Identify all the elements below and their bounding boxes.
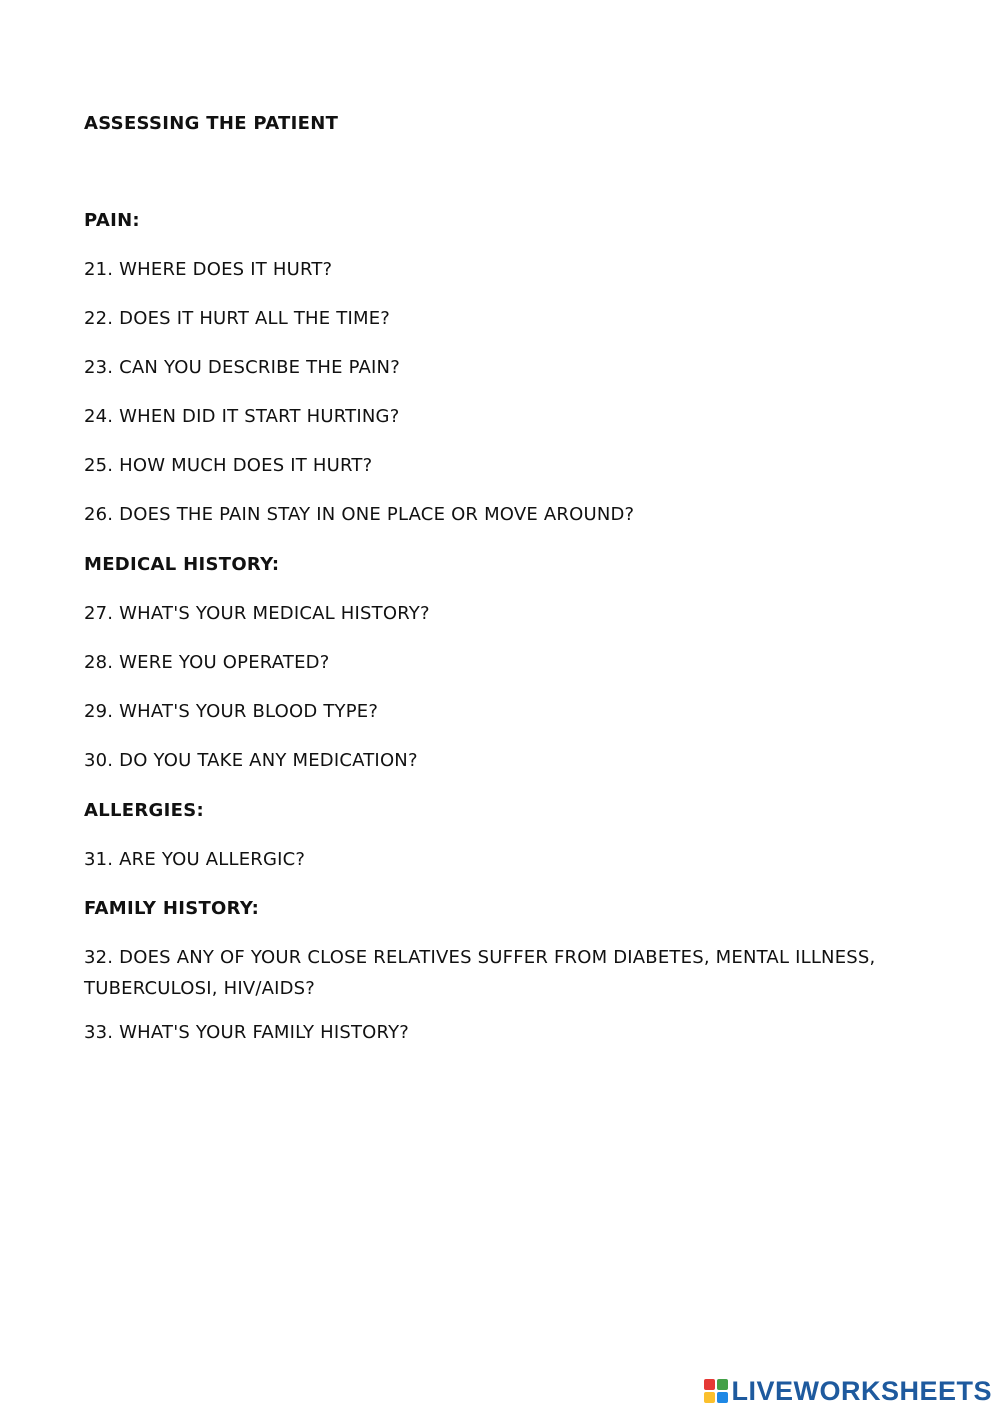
question-32: 32. DOES ANY OF YOUR CLOSE RELATIVES SUFFER FROM DIABETES, MENTAL ILLNESS, TUBERCULOSI, HIV/AIDS? [84, 947, 876, 999]
logo-square-yellow [704, 1392, 715, 1403]
logo-square-green [717, 1379, 728, 1390]
section-family-history [84, 898, 914, 1071]
liveworksheets-logo [704, 1375, 992, 1407]
section-heading-medical-history: MEDICAL HISTORY: [84, 554, 280, 575]
question-21: 21. WHERE DOES IT HURT? [84, 259, 333, 280]
question-33: 33. WHAT'S YOUR FAMILY HISTORY? [84, 1022, 410, 1043]
question-25: 25. HOW MUCH DOES IT HURT? [84, 455, 373, 476]
question-26: 26. DOES THE PAIN STAY IN ONE PLACE OR MOVE AROUND? [84, 504, 635, 525]
question-24: 24. WHEN DID IT START HURTING? [84, 406, 400, 427]
question-31: 31. ARE YOU ALLERGIC? [84, 849, 306, 870]
section-allergies [84, 800, 914, 898]
logo-square-blue [717, 1392, 728, 1403]
section-heading-pain: PAIN: [84, 210, 140, 231]
question-27: 27. WHAT'S YOUR MEDICAL HISTORY? [84, 603, 430, 624]
question-23: 23. CAN YOU DESCRIBE THE PAIN? [84, 357, 400, 378]
section-pain [84, 210, 914, 553]
section-heading-allergies: ALLERGIES: [84, 800, 204, 821]
logo-square-red [704, 1379, 715, 1390]
page-title: ASSESSING THE PATIENT [84, 113, 339, 134]
liveworksheets-logo-icon [704, 1379, 728, 1403]
section-medical-history [84, 554, 914, 799]
question-29: 29. WHAT'S YOUR BLOOD TYPE? [84, 701, 379, 722]
logo-text: LIVEWORKSHEETS [731, 1375, 992, 1406]
question-22: 22. DOES IT HURT ALL THE TIME? [84, 308, 391, 329]
section-heading-family-history: FAMILY HISTORY: [84, 898, 260, 919]
question-30: 30. DO YOU TAKE ANY MEDICATION? [84, 750, 418, 771]
question-28: 28. WERE YOU OPERATED? [84, 652, 330, 673]
